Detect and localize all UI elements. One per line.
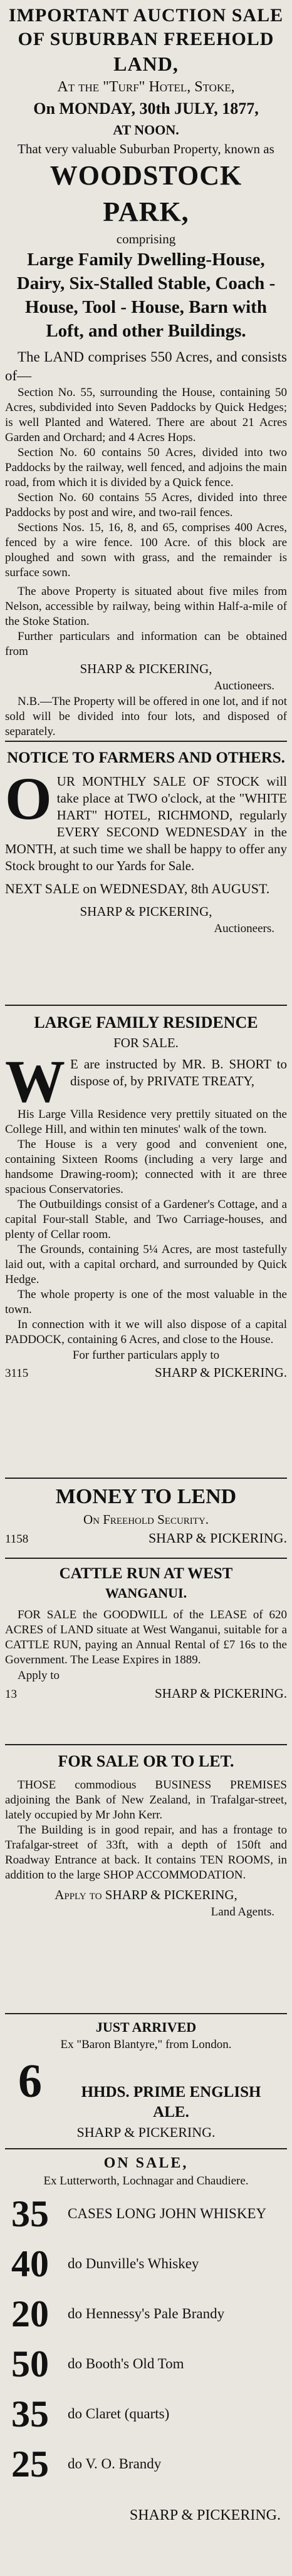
- property-note: The above Property is situated about five miles from Nelson, accessible by railway, being within Half-a-mile of the Stoke Station.: [5, 585, 287, 628]
- farmers-notice-advertisement: [5, 748, 287, 1002]
- cattle-title-line2: WANGANUI.: [105, 1585, 187, 1601]
- residence-house: The House is a very good and convenient one, containing Sixteen Rooms (including a very large and handsome Drawing-room); connected with it are three spacious Conservatories.: [5, 1138, 287, 1196]
- residence-firm: SHARP & PICKERING.: [154, 1365, 287, 1380]
- forsale-building: The Building is in good repair, and has a frontage to Trafalgar-street of 33ft, with a depth of 150ft and Roadway Entrance at back. It contains TEN ROOMS, in addition to the large SHOP ACCOMMODATION.: [5, 1823, 287, 1882]
- item-0: CASES LONG JOHN WHISKEY: [68, 2206, 267, 2221]
- residence-sub: FOR SALE.: [113, 1035, 179, 1050]
- ad-number: 3115: [5, 1367, 29, 1380]
- divider: [5, 1558, 287, 1559]
- quantity-0: 35: [11, 2193, 49, 2234]
- quantity-2: 20: [11, 2293, 49, 2335]
- farmers-firm: SHARP & PICKERING,: [80, 904, 212, 919]
- comprising-label: comprising: [116, 231, 176, 246]
- forsale-apply: Apply to SHARP & PICKERING,: [55, 1887, 237, 1902]
- quantity-5: 25: [11, 2443, 49, 2485]
- farmers-body: [5, 765, 287, 875]
- drop-cap-w: W: [5, 1048, 65, 1115]
- residence-outbuildings: The Outbuildings consist of a Gardener's Cottage, and a capital Four-stall Stable, and Two Carriage-houses, and plenty of Cellar room.: [5, 1198, 287, 1241]
- item-4: do Claret (quarts): [68, 2406, 170, 2421]
- arrived-quantity: 6: [18, 2055, 42, 2107]
- farmers-next-sale: NEXT SALE on WEDNESDAY, 8th AUGUST.: [5, 881, 270, 896]
- land-summary: The LAND comprises 550 Acres, and consists of—: [5, 349, 287, 383]
- arrived-desc: [55, 2082, 287, 2122]
- money-signature: [5, 1529, 287, 1549]
- arrived-line2: ALE.: [153, 2104, 189, 2121]
- residence-title: LARGE FAMILY RESIDENCE: [34, 1013, 258, 1032]
- money-to-lend-advertisement: [5, 1484, 287, 1555]
- item-5: do V. O. Brandy: [68, 2456, 162, 2472]
- auction-title-line2: OF SUBURBAN FREEHOLD: [18, 29, 274, 49]
- sections-15-16-8-65: Sections Nos. 15, 16, 8, and 65, comprises 400 Acres, fenced by a wire fence. 100 Acre. of this block are ploughed and sown with grass, and the remainder is surface sown.: [5, 521, 287, 579]
- auction-title-line1: IMPORTANT AUCTION SALE: [8, 5, 284, 26]
- arrived-item: [5, 2053, 287, 2122]
- forsale-title: FOR SALE OR TO LET.: [58, 1752, 234, 1770]
- auction-place: At the "Turf" Hotel, Stoke,: [57, 79, 235, 95]
- residence-intro: [5, 1048, 287, 1115]
- quantity-1: 40: [11, 2243, 49, 2284]
- onsale-title: ON SALE,: [103, 2155, 189, 2171]
- forsale-role: Land Agents.: [211, 1905, 274, 1919]
- arrived-title: JUST ARRIVED: [95, 2019, 197, 2035]
- auction-time: AT NOON.: [113, 122, 179, 138]
- farmers-role: Auctioneers.: [214, 922, 274, 935]
- section-55: Section No. 55, surrounding the House, containing 50 Acres, subdivided into Seven Paddocks by Quick Hedges; is well Planted and Watered. There are about 21 Acres Garden and Orchard; and 4 Acres Hops.: [5, 386, 287, 444]
- auction-nb: N.B.—The Property will be offered in one lot, and if not sold will be divided into four lots, and disposed of separately.: [5, 695, 287, 738]
- section-60-b: Section No. 60 contains 55 Acres, divided into three Paddocks by post and wire, and two-rail fences.: [5, 491, 287, 519]
- auction-title-line3: LAND,: [113, 53, 179, 75]
- estate-name: WOODSTOCK PARK,: [50, 160, 242, 227]
- cattle-body: FOR SALE the GOODWILL of the LEASE of 620 ACRES of LAND situate at West Wanganui, suitable for a CATTLE RUN, paying an Annual Rental of £7 16s to the Government. The Lease Expires in 1889.: [5, 1608, 287, 1666]
- on-sale-advertisement: [5, 2153, 287, 2553]
- residence-advertisement: [5, 1012, 287, 1475]
- ad-number: 1158: [5, 1533, 29, 1546]
- item-1: do Dunville's Whiskey: [68, 2256, 199, 2271]
- divider: [5, 1005, 287, 1006]
- arrived-from: Ex "Baron Blantyre," from London.: [60, 2038, 232, 2051]
- residence-intro-text: E are instructed by MR. B. SHORT to dispose of, by PRIVATE TREATY,: [70, 1057, 287, 1088]
- cattle-signature: [5, 1684, 287, 1704]
- further-particulars: Further particulars and information can be obtained from: [5, 630, 287, 658]
- auction-role: Auctioneers.: [214, 679, 274, 692]
- ad-number: 13: [5, 1688, 17, 1701]
- drop-cap-o: O: [5, 765, 52, 832]
- divider: [5, 2013, 287, 2014]
- divider: [5, 1744, 287, 1745]
- divider: [5, 2148, 287, 2149]
- item-3: do Booth's Old Tom: [68, 2356, 184, 2371]
- onsale-firm: SHARP & PICKERING.: [129, 2507, 281, 2523]
- onsale-list: [5, 2192, 287, 2505]
- item-2: do Hennessy's Pale Brandy: [68, 2306, 225, 2321]
- residence-further: For further particulars apply to: [72, 1349, 220, 1362]
- quantity-3: 50: [11, 2343, 49, 2385]
- residence-villa: His Large Villa Residence very prettily situated on the College Hill, and within ten minutes' walk of the town.: [5, 1108, 287, 1136]
- auction-date: On MONDAY, 30th JULY, 1877,: [33, 99, 259, 118]
- farmers-body-text: UR MONTHLY SALE OF STOCK will take place at TWO o'clock, at the "WHITE HART" HOTEL, RICHMOND, regularly EVERY SECOND WEDNESDAY in the MONTH, at such time we shall be happy to offer any Stock brought to our Yards for Sale.: [5, 774, 287, 873]
- cattle-title-line1: CATTLE RUN AT WEST: [59, 1565, 233, 1582]
- quantity-4: 35: [11, 2393, 49, 2435]
- auction-advertisement: [5, 4, 287, 738]
- divider: [5, 1478, 287, 1479]
- money-firm: SHARP & PICKERING.: [148, 1530, 287, 1546]
- buildings-list: Large Family Dwelling-House, Dairy, Six-Stalled Stable, Coach - House, Tool - House, Barn with Loft, and other Buildings.: [16, 250, 276, 341]
- for-sale-or-let-advertisement: [5, 1750, 287, 2011]
- residence-grounds: The Grounds, containing 5¼ Acres, are most tastefully laid out, with a capital orchard, and surrounded by Quick Hedge.: [5, 1243, 287, 1286]
- residence-paddock: In connection with it we will also dispose of a capital PADDOCK, containing 6 Acres, and close to the House.: [5, 1318, 287, 1346]
- cattle-run-advertisement: [5, 1564, 287, 1742]
- money-security: On Freehold Security.: [83, 1512, 209, 1527]
- residence-whole: The whole property is one of the most valuable in the town.: [5, 1288, 287, 1316]
- cattle-apply: Apply to: [18, 1669, 60, 1682]
- residence-signature: [5, 1364, 287, 1382]
- just-arrived-advertisement: [5, 2018, 287, 2146]
- money-title: MONEY TO LEND: [55, 1485, 237, 1508]
- section-60-a: Section No. 60 contains 50 Acres, divided into two Paddocks by the railway, well fenced, and adjoins the main road, from which it is divided by a Quick fence.: [5, 446, 287, 489]
- arrived-line1: HHDS. PRIME ENGLISH: [81, 2084, 261, 2101]
- auction-firm: SHARP & PICKERING,: [80, 661, 212, 676]
- forsale-body: THOSE commodious BUSINESS PREMISES adjoining the Bank of New Zealand, in Trafalgar-street, lately occupied by Mr John Kerr.: [5, 1778, 287, 1822]
- auction-intro: That very valuable Suburban Property, known as: [18, 141, 274, 156]
- divider: [5, 741, 287, 742]
- arrived-firm: SHARP & PICKERING.: [76, 2124, 216, 2140]
- newspaper-column: [5, 0, 287, 2576]
- onsale-ex: Ex Lutterworth, Lochnagar and Chaudiere.: [43, 2174, 249, 2188]
- cattle-firm: SHARP & PICKERING.: [154, 1686, 287, 1701]
- farmers-title: NOTICE TO FARMERS AND OTHERS.: [7, 749, 285, 766]
